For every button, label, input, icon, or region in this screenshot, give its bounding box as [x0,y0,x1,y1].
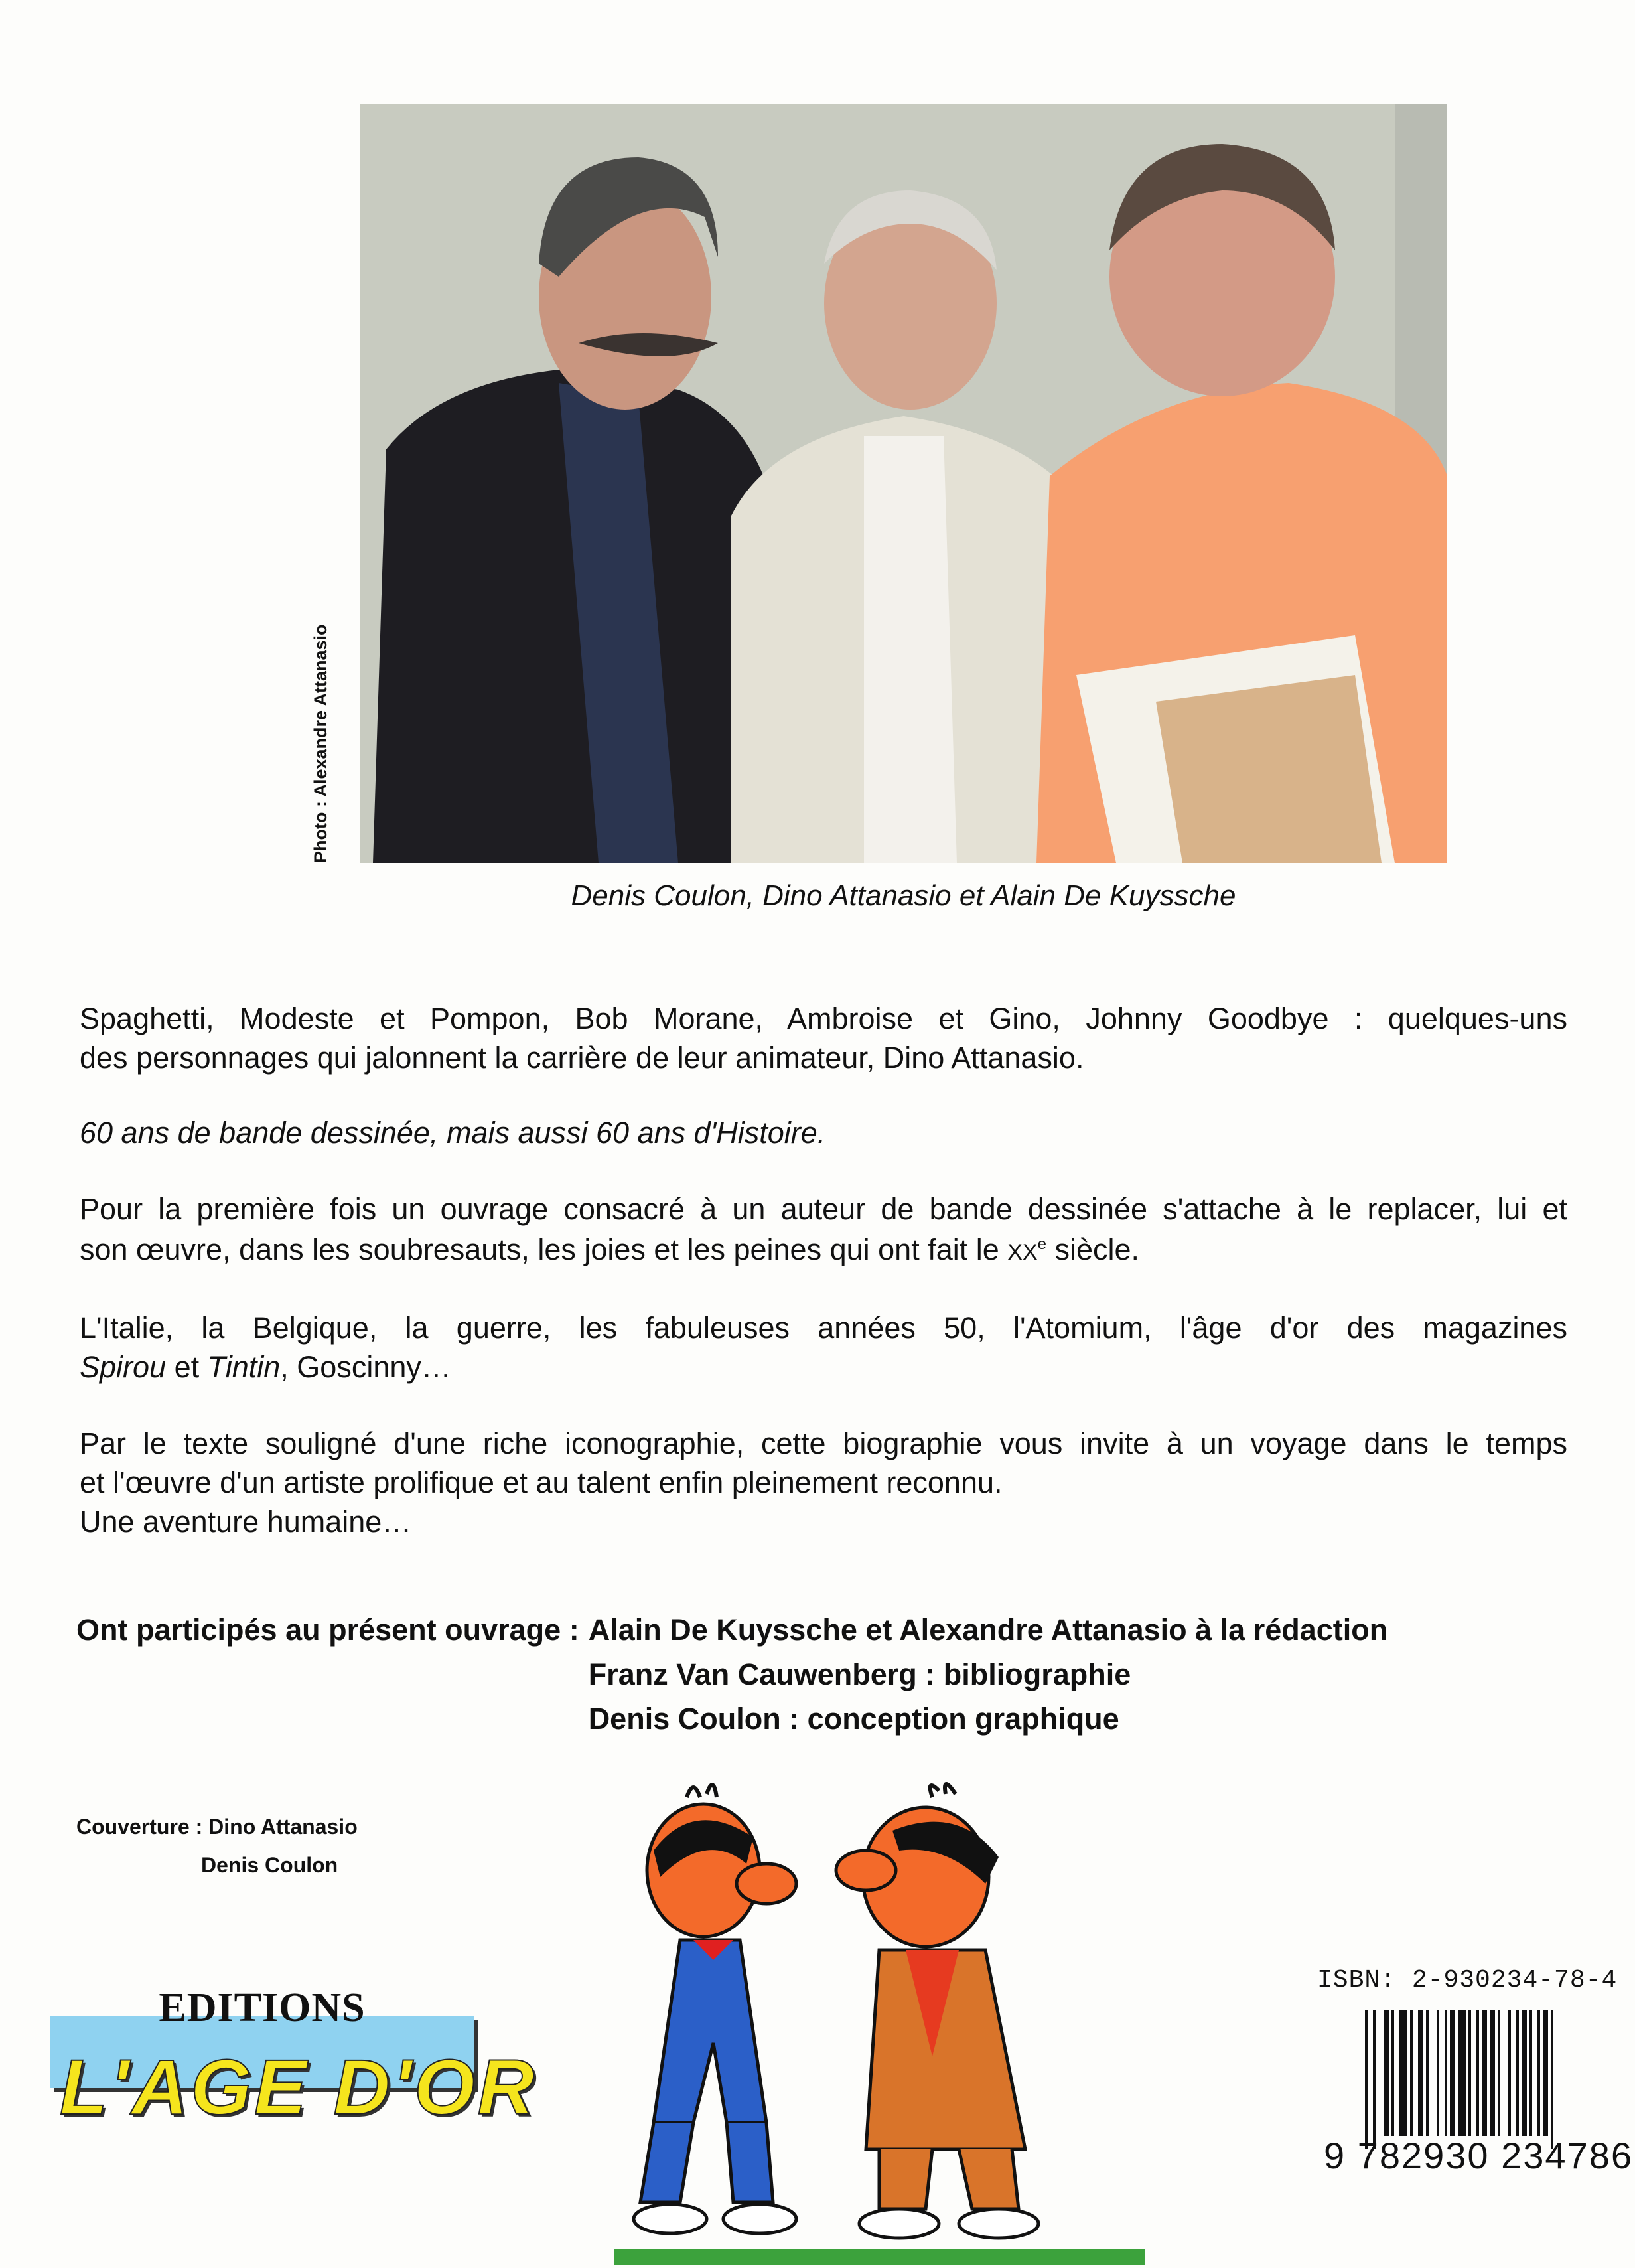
paragraph-first-time-line2 [80,1230,1567,1272]
barcode-bar [1529,2010,1532,2136]
barcode-bar [1476,2010,1479,2136]
credit-line: Franz Van Cauwenberg : bibliographie [588,1657,1131,1691]
barcode [1365,2010,1616,2149]
credit-line: Denis Coulon : conception graphique [588,1702,1119,1736]
paragraph-biography-line1: Par le texte souligné d'une riche iconographie, cette biographie vous invite à un voyage dans le temps [80,1426,1567,1460]
barcode-bar [1384,2010,1389,2136]
barcode-bar [1365,2010,1368,2149]
barcode-bar [1468,2010,1471,2136]
barcode-bar [1399,2010,1407,2136]
barcode-bar [1522,2010,1527,2136]
barcode-bar [1450,2010,1455,2136]
barcode-bar [1551,2010,1553,2149]
barcode-bar [1482,2010,1487,2136]
barcode-bar [1537,2010,1540,2136]
publisher-logo-name: L'AGE D'OR [60,2044,537,2131]
paragraph-characters-line2: des personnages qui jalonnent la carrière de leur animateur, Dino Attanasio. [80,1041,1084,1075]
barcode-bar [1445,2010,1447,2136]
et: et [166,1350,208,1384]
cover-credit-2: Denis Coulon [201,1853,338,1877]
century-sup: e [1037,1235,1046,1253]
spirou: Spirou [80,1350,167,1384]
barcode-bar [1391,2010,1394,2136]
isbn-label: ISBN: 2-930234-78-4 [1317,1966,1618,1995]
credit-lines [589,1610,1388,1744]
three-men-photo [360,104,1447,863]
end: , Goscinny… [280,1350,451,1384]
publisher-logo-editions: EDITIONS [159,1985,366,2030]
cover-photo [360,104,1447,863]
paragraph-sixty-years: 60 ans de bande dessinée, mais aussi 60 ans d'Histoire. [80,1116,826,1150]
paragraph-biography-line3: Une aventure humaine… [80,1505,412,1539]
credits-block [76,1610,1387,1744]
photo-caption: Denis Coulon, Dino Attanasio et Alain De Kuyssche [571,879,1236,912]
barcode-bar [1508,2010,1511,2136]
text-end: siècle. [1046,1233,1140,1266]
century: XX [1007,1240,1038,1265]
barcode-bar [1516,2010,1519,2136]
cover-credit: Couverture : Dino Attanasio [76,1815,358,1839]
credit-line: Alain De Kuyssche et Alexandre Attanasio à la rédaction [588,1613,1388,1647]
ean-number: 9 782930 234786 [1324,2135,1633,2176]
barcode-bar [1458,2010,1466,2136]
photo-credit: Photo : Alexandre Attanasio [311,624,330,863]
tintin: Tintin [207,1350,281,1384]
paragraph-italy-line1: L'Italie, la Belgique, la guerre, les fabuleuses années 50, l'Atomium, l'âge d'or des magazines [80,1311,1567,1345]
barcode-bar [1410,2010,1413,2136]
cartoon-characters-illustration [614,1777,1145,2265]
barcode-bar [1498,2010,1500,2136]
barcode-bar [1543,2010,1548,2136]
credits-label: Ont participés au présent ouvrage : [76,1613,579,1647]
barcode-bar [1373,2010,1376,2149]
paragraph-first-time-line1: Pour la première fois un ouvrage consacré à un auteur de bande dessinée s'attache à le replacer, lui et [80,1192,1567,1226]
paragraph-characters-line1: Spaghetti, Modeste et Pompon, Bob Morane, Ambroise et Gino, Johnny Goodbye : quelques-uns [80,1002,1567,1035]
paragraph-italy-line2 [80,1347,1567,1387]
barcode-bar [1426,2010,1429,2136]
text: son œuvre, dans les soubresauts, les joies et les peines qui ont fait le [80,1233,999,1266]
paragraph-biography-line2: et l'œuvre d'un artiste prolifique et au talent enfin pleinement reconnu. [80,1466,1003,1499]
barcode-bar [1490,2010,1495,2136]
barcode-bar [1418,2010,1423,2136]
barcode-bar [1437,2010,1439,2136]
